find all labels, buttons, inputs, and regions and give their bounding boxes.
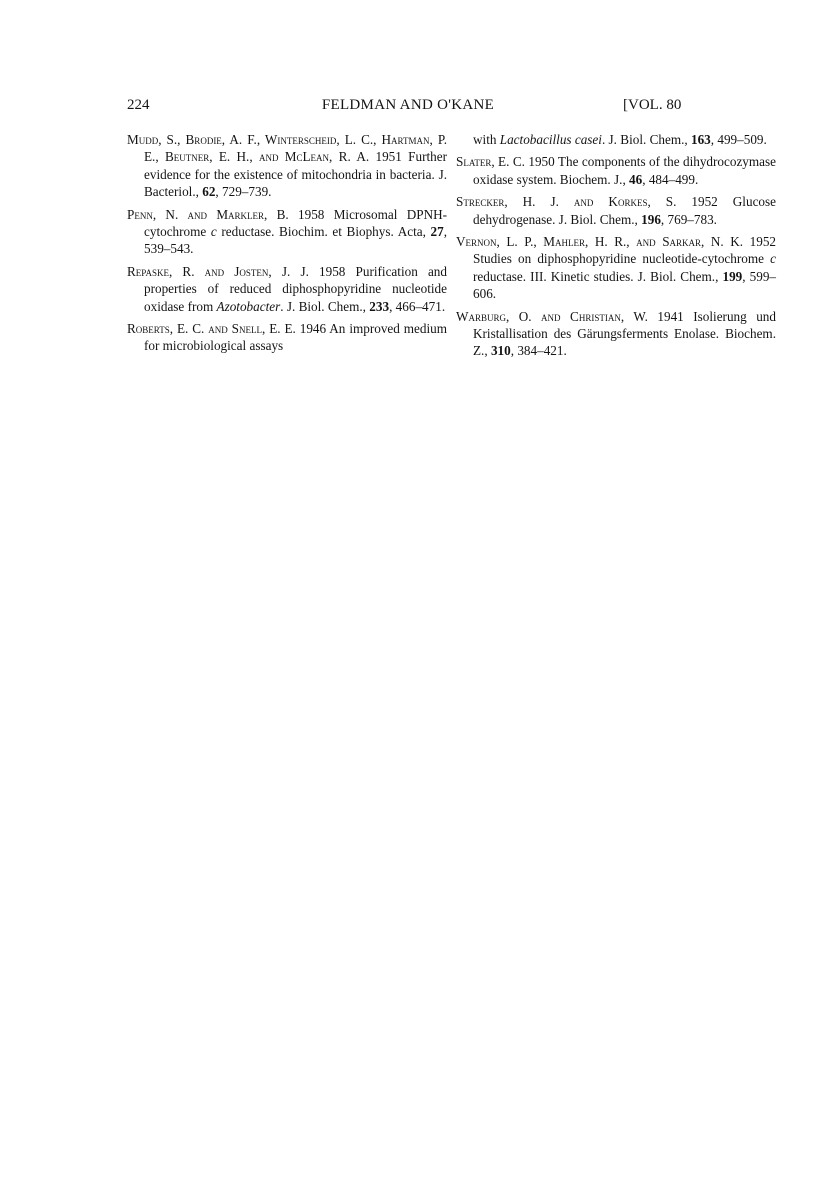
reference-text: 1952 Glucose dehydrogenase. J. Biol. Chem., [473, 194, 776, 227]
reference-authors: Roberts, E. C. and Snell, E. E. [127, 321, 296, 337]
reference-entry [127, 320, 447, 355]
reference-volume: 163 [690, 132, 711, 147]
volume-label: [VOL. 80 [623, 97, 682, 113]
reference-italic: Lactobacillus casei [499, 132, 602, 147]
page-number: 224 [127, 97, 150, 113]
reference-text: reductase. Biochim. et Biophys. Acta, [216, 224, 431, 240]
reference-authors: Mudd, S., Brodie, A. F., Winterscheid, L. C., Hartman, P. E., Beutner, E. H., and McLean, R. A. [127, 132, 447, 165]
reference-text: 1958 Purification and properties of reduced diphosphopyridine nucleotide oxidase from [144, 263, 447, 314]
reference-pages: , 539–543. [144, 224, 447, 257]
reference-authors: Vernon, L. P., Mahler, H. R., and Sarkar, N. K. [456, 234, 744, 250]
running-title: FELDMAN AND O'KANE [321, 97, 495, 113]
reference-pages: , 729–739. [215, 184, 272, 200]
reference-pages: , 599–606. [473, 268, 777, 302]
reference-authors: Repaske, R. and Josten, J. J. [127, 263, 309, 279]
reference-text: 1958 Microsomal DPNH-cytochrome [144, 206, 448, 240]
reference-pages: , 484–499. [642, 171, 699, 187]
reference-text: . J. Biol. Chem., [601, 132, 691, 147]
reference-italic: c [770, 251, 776, 267]
running-head [0, 97, 816, 117]
reference-volume: 62 [202, 184, 216, 200]
reference-entry [127, 131, 447, 201]
reference-text: with [473, 132, 500, 147]
reference-text: 1941 Isolierung und Kristallisation des Gärungsferments Enolase. Biochem. Z., [473, 308, 776, 359]
reference-volume: 310 [490, 343, 511, 359]
reference-entry [456, 308, 776, 360]
reference-entry [456, 193, 776, 228]
reference-pages: , 769–783. [660, 211, 717, 227]
reference-pages: , 499–509. [710, 132, 767, 147]
reference-volume: 196 [641, 211, 661, 227]
reference-volume: 46 [629, 171, 643, 187]
reference-pages: , 466–471. [389, 298, 446, 314]
reference-entry [456, 233, 776, 303]
reference-pages: , 384–421. [510, 343, 567, 359]
references-right-column [456, 131, 776, 365]
reference-authors: Penn, N. and Markler, B. [127, 206, 289, 222]
reference-volume: 199 [722, 268, 743, 284]
reference-volume: 233 [369, 298, 390, 314]
reference-italic: c [210, 224, 217, 240]
reference-text: reductase. III. Kinetic studies. J. Biol. Chem., [473, 268, 723, 284]
reference-continuation [456, 131, 776, 148]
reference-authors: Warburg, O. and Christian, W. [456, 308, 648, 324]
reference-text: 1946 An improved medium for microbiological assays [144, 321, 447, 354]
reference-text: 1951 Further evidence for the existence of mitochondria in bacteria. J. Bacteriol., [144, 149, 447, 200]
reference-authors: Slater, E. C. [456, 154, 525, 170]
reference-entry [127, 206, 447, 258]
reference-entry [127, 263, 447, 315]
reference-text: 1950 The components of the dihydrocozymase oxidase system. Biochem. J., [473, 154, 776, 187]
reference-text: 1952 Studies on diphosphopyridine nucleotide-cytochrome [473, 234, 776, 267]
reference-text: . J. Biol. Chem., [280, 298, 370, 314]
reference-authors: Strecker, H. J. and Korkes, S. [456, 194, 677, 210]
reference-italic: Azotobacter [216, 298, 281, 314]
reference-volume: 27 [430, 224, 444, 240]
references-left-column [127, 131, 447, 360]
reference-entry [456, 153, 776, 188]
